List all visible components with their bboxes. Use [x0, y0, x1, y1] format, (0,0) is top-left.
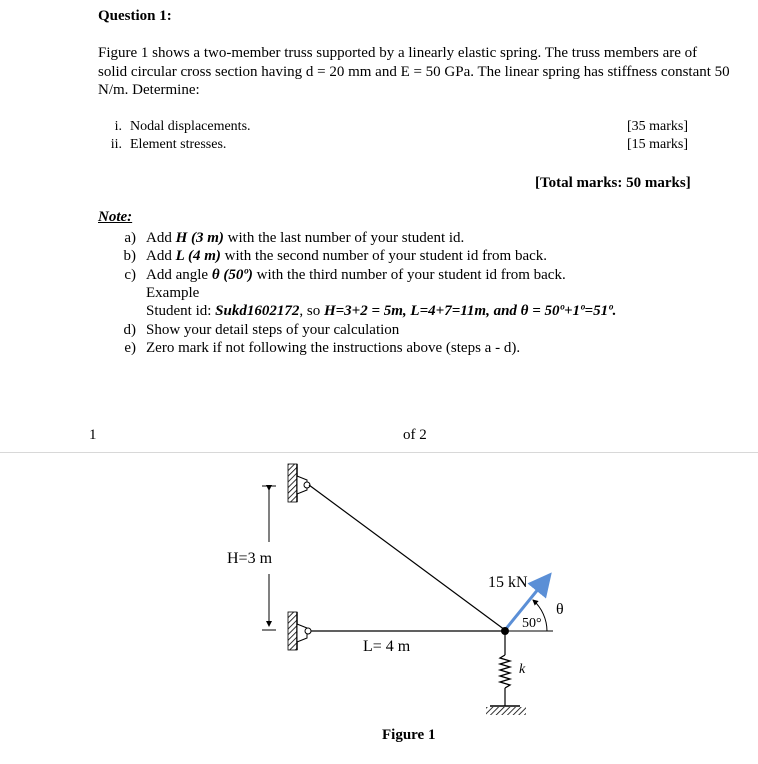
- angle-label: 50°: [522, 616, 542, 631]
- item-2-marks: [15 marks]: [627, 137, 689, 152]
- h-label: H=3 m: [227, 550, 273, 567]
- note-letter: e): [124, 340, 136, 356]
- note-example-label: Example: [146, 285, 200, 301]
- page-number: 1: [89, 427, 97, 443]
- note-text: with the last number of your student id.: [223, 230, 465, 246]
- note-letter: c): [124, 267, 136, 283]
- student-id: Sukd1602172: [215, 303, 300, 319]
- top-pin-support: [288, 464, 310, 502]
- theta-label: θ: [556, 601, 564, 618]
- loaded-joint: [501, 627, 509, 635]
- note-letter: b): [123, 248, 136, 264]
- note-text: Student id:: [146, 303, 216, 319]
- note-emphasis: H (3 m): [175, 230, 224, 246]
- note-emphasis: L (4 m): [175, 248, 221, 264]
- note-text: Add: [146, 248, 176, 264]
- total-marks: [Total marks: 50 marks]: [535, 175, 691, 191]
- item-text: Nodal displacements.: [130, 119, 251, 134]
- bottom-pin-support: [288, 612, 311, 650]
- note-text: Add angle: [146, 267, 212, 283]
- item-number: ii.: [110, 137, 122, 152]
- question-title: Question 1:: [98, 8, 172, 24]
- note-letter: d): [123, 322, 136, 338]
- item-number: i.: [114, 119, 122, 134]
- note-text: with the second number of your student id from back.: [220, 248, 548, 264]
- item-text: Element stresses.: [130, 137, 227, 152]
- l-label: L= 4 m: [363, 638, 411, 655]
- spring-constant-label: k: [519, 662, 526, 677]
- note-letter: a): [124, 230, 136, 246]
- note-text: Show your detail steps of your calculation: [146, 322, 400, 338]
- example-formula: H=3+2 = 5m, L=4+7=11m, and θ = 50º+1º=51º.: [323, 303, 617, 319]
- note-text: with the third number of your student id from back.: [252, 267, 566, 283]
- item-1-marks: [35 marks]: [627, 119, 689, 134]
- question-intro: Figure 1 shows a two-member truss supported by a linearly elastic spring. The truss members are of solid circular cross section having d = 20 mm and E = 50 GPa. The linear spring has stiffness constant 50 N/m. Determine:: [98, 45, 730, 98]
- force-label: 15 kN: [488, 574, 528, 591]
- note-text: Add: [146, 230, 176, 246]
- note-emphasis: θ (50º): [211, 267, 253, 283]
- page-count: of 2: [403, 427, 427, 443]
- note-title: Note:: [98, 209, 133, 225]
- diagonal-member: [309, 485, 505, 630]
- figure-caption: Figure 1: [382, 727, 436, 743]
- note-text: , so: [299, 303, 324, 319]
- note-text: Zero mark if not following the instructions above (steps a - d).: [146, 340, 521, 356]
